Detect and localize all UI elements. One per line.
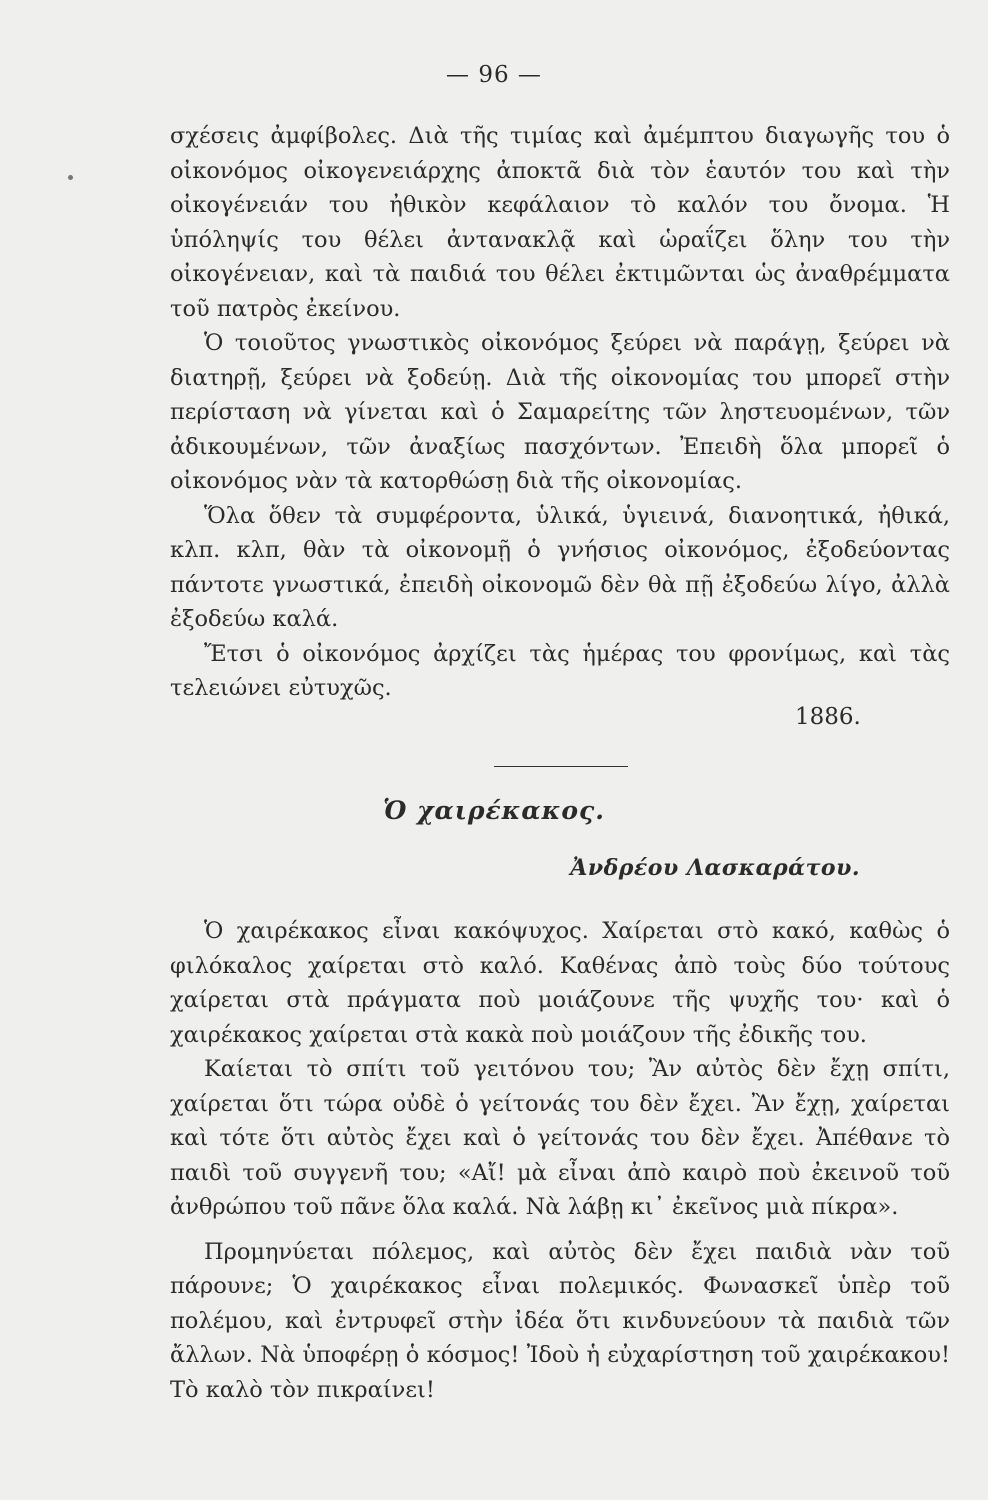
paragraph: Ἔτσι ὁ οἰκονόμος ἀρχίζει τὰς ἡμέρας του φρονίμως, καὶ τὰς τελειώνει εὐτυχῶς. (170, 640, 950, 701)
paragraph: Ὅλα ὅθεν τὰ συμφέροντα, ὑλικά, ὑγιεινά, διανοητικά, ἠθικά, κλπ. κλπ, θὰν τὰ οἰκονομῇ ὁ γνήσιος οἰκονόμος, ἐξοδεύοντας πάντοτε γνωστικά, ἐπειδὴ οἰκονομῶ δὲν θὰ πῇ ἐξοδεύω λίγο, ἀλλὰ ἐξοδεύω καλά. (170, 502, 950, 632)
paragraph: Ὁ τοιοῦτος γνωστικὸς οἰκονόμος ξεύρει νὰ παράγῃ, ξεύρει νὰ διατηρῇ, ξεύρει νὰ ξοδεύῃ. Διὰ τῆς οἰκονομίας του μπορεῖ στὴν περίσταση νὰ γίνεται καὶ ὁ Σαμαρείτης τῶν ληστευομένων, τῶν ἀδικουμένων, τῶν ἀναξίως πασχόντων. Ἐπειδὴ ὅλα μπορεῖ ὁ οἰκονόμος νὰν τὰ κατορθώσῃ διὰ τῆς οἰκονομίας. (170, 330, 950, 494)
section-title: Ὁ χαιρέκακος. (383, 796, 605, 825)
paragraph: Προμηνύεται πόλεμος, καὶ αὐτὸς δὲν ἔχει παιδιὰ νὰν τοῦ πάρουνε; Ὁ χαιρέκακος εἶναι πολεμικός. Φωνασκεῖ ὑπὲρ τοῦ πολέμου, καὶ ἐντρυφεῖ στὴν ἰδέα ὅτι κινδυνεύουν τὰ παιδιὰ τῶν ἄλλων. Νὰ ὑποφέρῃ ὁ κόσμος! Ἰδοὺ ἡ εὐχαρίστηση τοῦ χαιρέκακου! Τὸ καλὸ τὸν πικραίνει! (170, 1238, 950, 1403)
paragraph: σχέσεις ἀμφίβολες. Διὰ τῆς τιμίας καὶ ἀμέμπτου διαγωγῆς του ὁ οἰκονόμος οἰκογενειάρχης ἀποκτᾶ διὰ τὸν ἑαυτόν του καὶ τὴν οἰκογένειάν του ἠθικὸν κεφάλαιον τὸ καλόν του ὄνομα. Ἡ ὑπόληψίς του θέλει ἀντανακλᾷ καὶ ὡραΐζει ὅλην του τὴν οἰκογένειαν, καὶ τὰ παιδιά του θέλει ἐκτιμῶνται ὡς ἀναθρέμματα τοῦ πατρὸς ἐκείνου. (170, 123, 950, 322)
paragraph: Καίεται τὸ σπίτι τοῦ γειτόνου του; Ἂν αὐτὸς δὲν ἔχῃ σπίτι, χαίρεται ὅτι τώρα οὐδὲ ὁ γείτονάς του δὲν ἔχει. Ἂν ἔχῃ, χαίρεται καὶ τότε ὅτι αὐτὸς ἔχει καὶ ὁ γείτονάς του δὲν ἔχει. Ἀπέθανε τὸ παιδὶ τοῦ συγγενῆ του; «Αἴ! μὰ εἶναι ἀπὸ καιρὸ ποὺ ἐκεινοῦ τοῦ ἀνθρώπου τοῦ πᾶνε ὅλα καλά. Νὰ λάβῃ κι᾿ ἐκεῖνος μιὰ πίκρα». (170, 1056, 950, 1220)
paragraph-gap (170, 1225, 950, 1235)
paragraph: Ὁ χαιρέκακος εἶναι κακόψυχος. Χαίρεται στὸ κακό, καθὼς ὁ φιλόκαλος χαίρεται στὸ καλό. Καθένας ἀπὸ τοὺς δύο τούτους χαίρεται στὰ πράγματα ποὺ μοιάζουνε τῆς ψυχῆς του· καὶ ὁ χαιρέκακος χαίρεται στὰ κακὰ ποὺ μοιάζουν τῆς ἐδικῆς του. (170, 918, 950, 1048)
essay-body (170, 119, 950, 706)
paper-speck (68, 175, 73, 180)
section-body (170, 914, 950, 1407)
section-divider (494, 766, 628, 767)
section-author: Ἀνδρέου Λασκαράτου. (570, 855, 860, 881)
page-number: — 96 — (446, 62, 542, 88)
essay-year: 1886. (795, 704, 861, 730)
